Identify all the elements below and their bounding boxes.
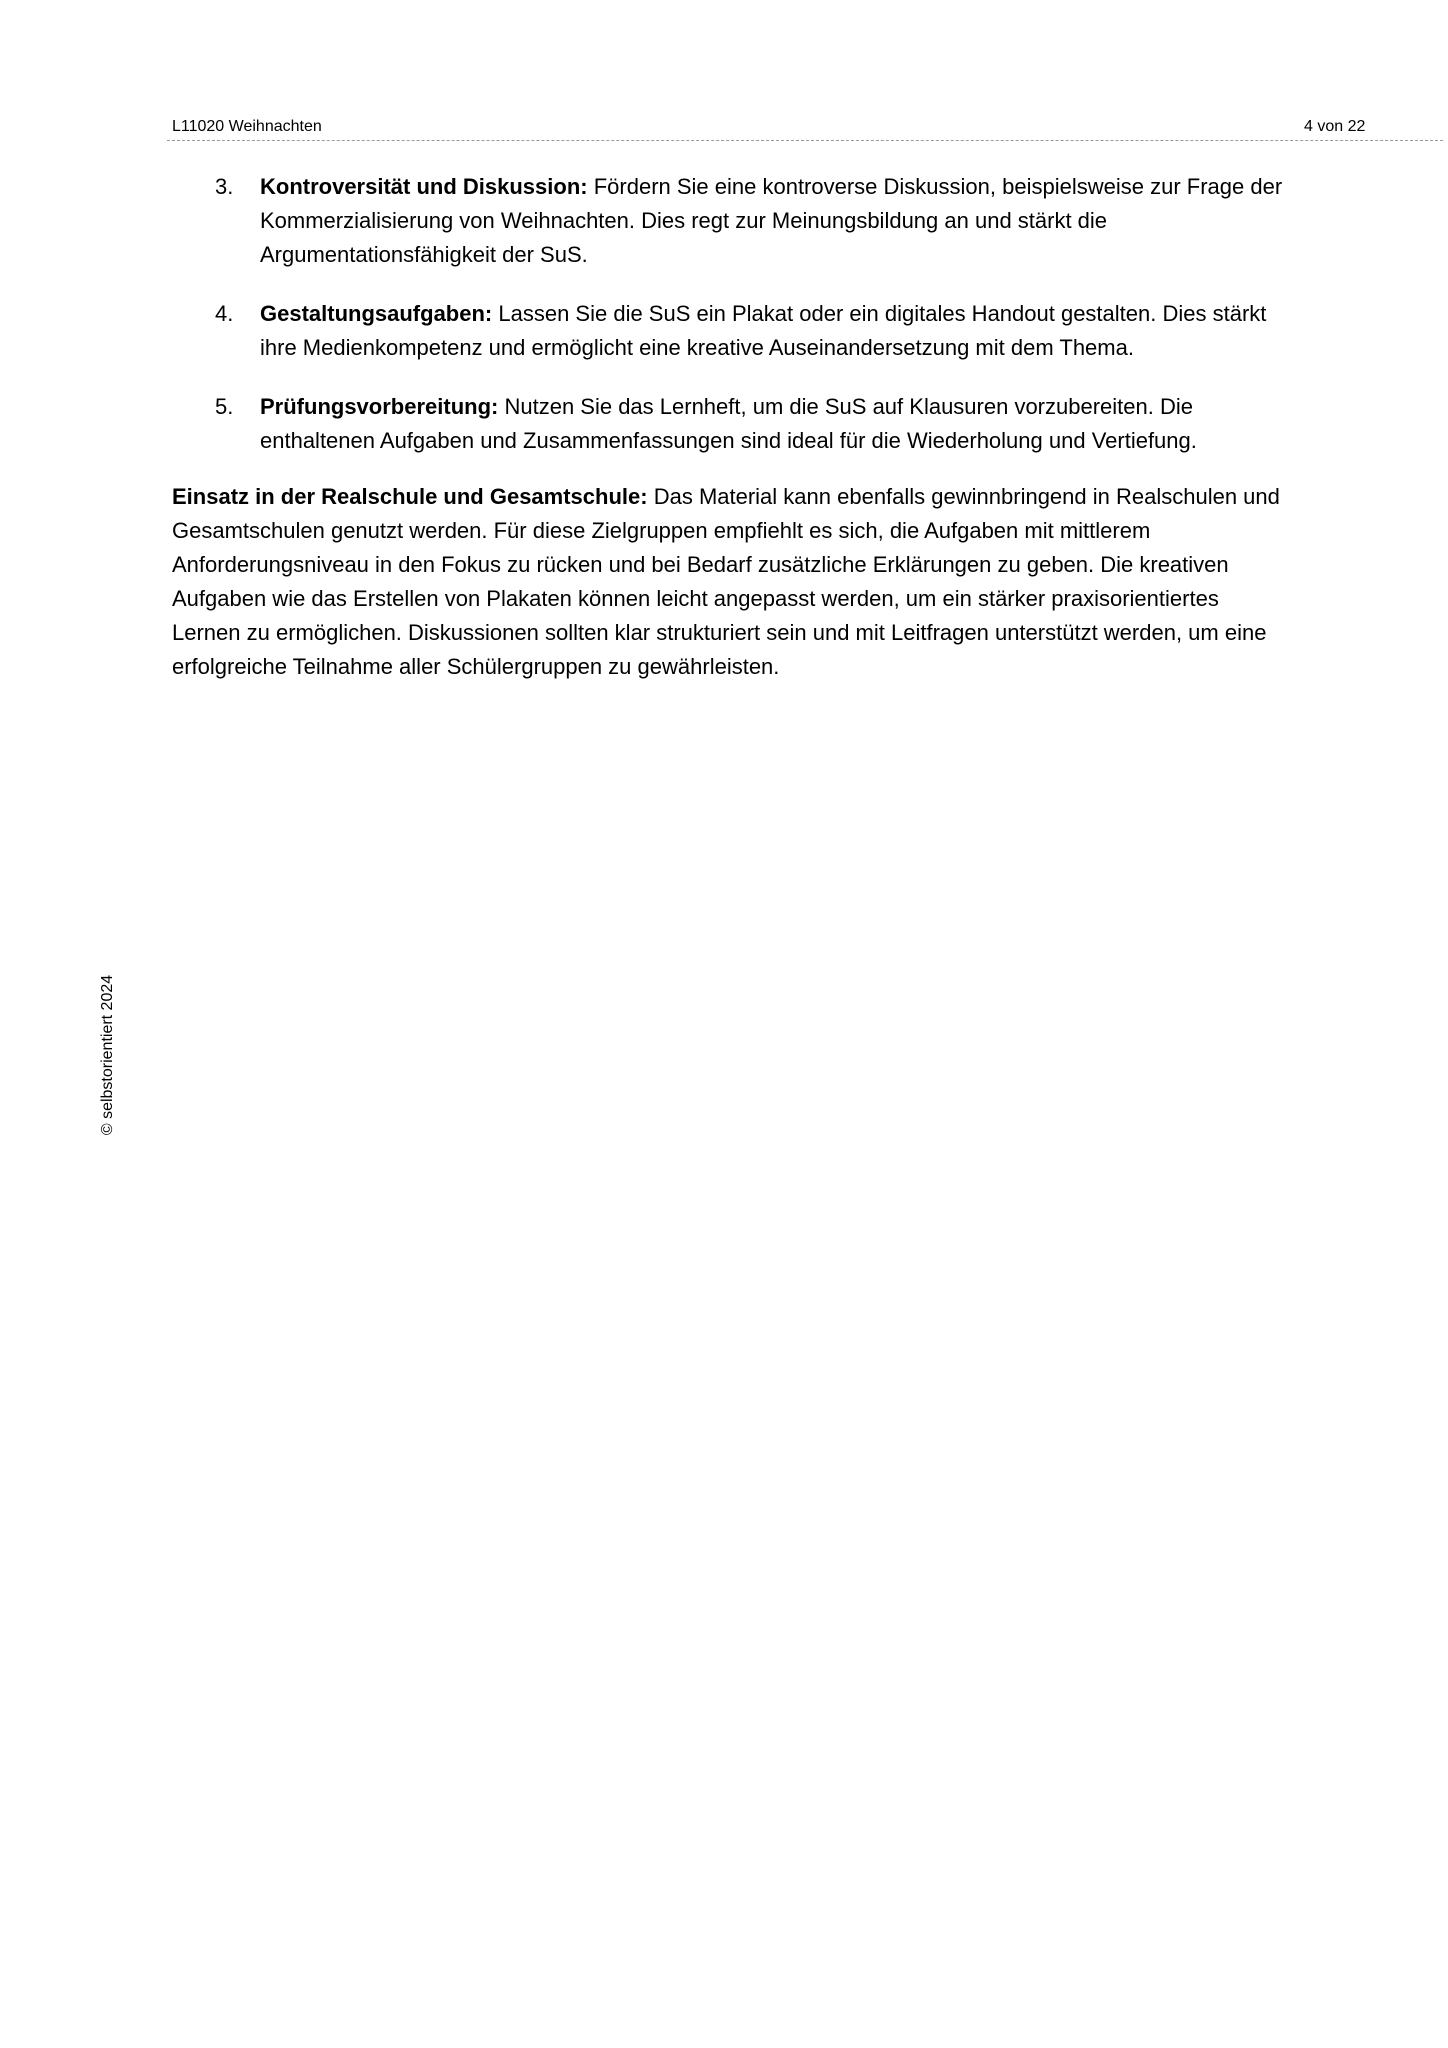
paragraph-term: Einsatz in der Realschule und Gesamtschule: <box>172 484 648 509</box>
list-item-number: 3. <box>215 174 234 199</box>
list-item-text: Lassen Sie die SuS ein Plakat oder ein digitales Handout gestalten. Dies stärkt ihre Medienkompetenz und ermöglicht eine kreative Auseinandersetzung mit dem Thema. <box>260 301 1267 360</box>
list-item <box>209 170 1289 272</box>
list-item-text: Nutzen Sie das Lernheft, um die SuS auf Klausuren vorzubereiten. Die enthaltenen Aufgaben und Zusammenfassungen sind ideal für die Wiederholung und Vertiefung. <box>260 394 1197 453</box>
list-item-number: 5. <box>215 394 234 419</box>
list-item-term: Kontroversität und Diskussion: <box>260 174 588 199</box>
page-number: 4 von 22 <box>1304 118 1366 135</box>
realschule-paragraph <box>172 480 1282 684</box>
list-item-number: 4. <box>215 301 234 326</box>
list-item <box>209 297 1289 365</box>
paragraph-text: Das Material kann ebenfalls gewinnbringend in Realschulen und Gesamtschulen genutzt werden. Für diese Zielgruppen empfiehlt es sich, die Aufgaben mit mittlerem Anforderungsniveau in den Fokus zu rücken und bei Bedarf zusätzliche Erklärungen zu geben. Die kreativen Aufgaben wie das Erstellen von Plakaten können leicht angepasst werden, um ein stärker praxisorientiertes Lernen zu ermöglichen. Diskussionen sollten klar strukturiert sein und mit Leitfragen unterstützt werden, um eine erfolgreiche Teilnahme aller Schülergruppen zu gewährleisten. <box>172 484 1280 679</box>
page-header <box>167 114 1443 141</box>
document-title: L11020 Weihnachten <box>172 118 322 135</box>
numbered-list <box>209 170 1289 483</box>
list-item-term: Gestaltungsaufgaben: <box>260 301 493 326</box>
list-item <box>209 390 1289 458</box>
list-item-term: Prüfungsvorbereitung: <box>260 394 499 419</box>
copyright-notice: © selbstorientiert 2024 <box>99 974 116 1136</box>
list-item-text: Fördern Sie eine kontroverse Diskussion, beispielsweise zur Frage der Kommerzialisierung von Weihnachten. Dies regt zur Meinungsbildung an und stärkt die Argumentationsfähigkeit der SuS. <box>260 174 1283 267</box>
